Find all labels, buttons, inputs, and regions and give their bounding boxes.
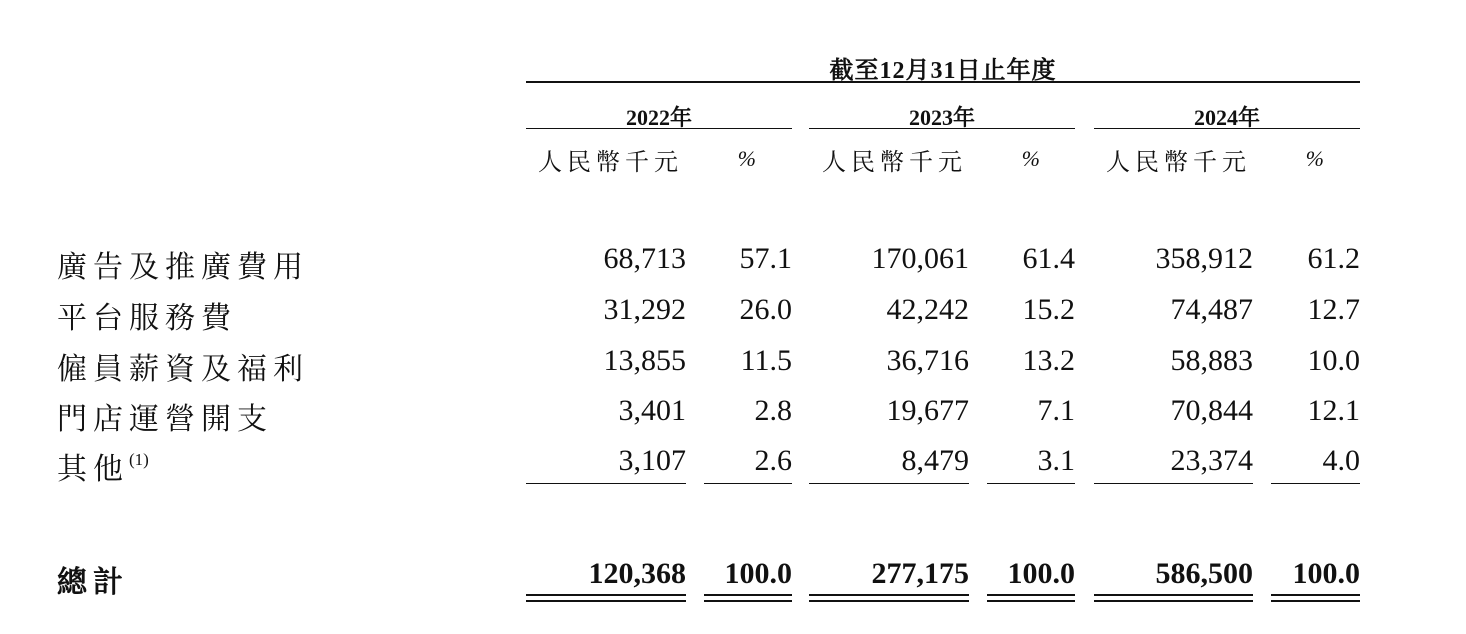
- cell-others-2022-percent: 2.6: [754, 444, 792, 477]
- total-double-rule-2022-amount: [526, 594, 686, 602]
- cell-total-2024-percent: 100.0: [1292, 557, 1360, 590]
- cell-advertising-2023-amount: 170,061: [871, 242, 969, 275]
- total-double-rule-2023-percent: [987, 594, 1075, 602]
- unit-label-2023: 人民幣千元: [822, 150, 967, 176]
- cell-store-operations-2023-percent: 7.1: [1037, 394, 1075, 427]
- cell-advertising-2023-percent: 61.4: [1022, 242, 1075, 275]
- cell-store-operations-2024-amount: 70,844: [1170, 394, 1253, 427]
- percent-label-2022: %: [737, 146, 756, 171]
- cell-others-2023-amount: 8,479: [901, 444, 969, 477]
- row-label-platform-fees: 平台服務費: [57, 302, 237, 335]
- cell-staff-costs-2023-amount: 36,716: [886, 344, 969, 377]
- cell-others-2023-percent: 3.1: [1037, 444, 1075, 477]
- cell-store-operations-2022-amount: 3,401: [618, 394, 686, 427]
- subtotal-rule-2022-amount: [526, 483, 686, 484]
- cell-total-2022-amount: 120,368: [588, 557, 686, 590]
- cell-others-2022-amount: 3,107: [618, 444, 686, 477]
- cell-advertising-2022-percent: 57.1: [739, 242, 792, 275]
- cell-advertising-2024-amount: 358,912: [1155, 242, 1253, 275]
- cell-staff-costs-2023-percent: 13.2: [1022, 344, 1075, 377]
- year-rule-2023: [809, 128, 1075, 129]
- unit-label-2024: 人民幣千元: [1106, 150, 1251, 176]
- cell-platform-fees-2024-amount: 74,487: [1170, 293, 1253, 326]
- cell-platform-fees-2023-amount: 42,242: [886, 293, 969, 326]
- row-label-others: [57, 444, 149, 488]
- total-double-rule-2024-percent: [1271, 594, 1360, 602]
- year-rule-2024: [1094, 128, 1360, 129]
- cell-staff-costs-2024-percent: 10.0: [1307, 344, 1360, 377]
- cell-store-operations-2024-percent: 12.1: [1307, 394, 1360, 427]
- subtotal-rule-2024-percent: [1271, 483, 1360, 484]
- footnote-marker: (1): [129, 450, 149, 469]
- cell-platform-fees-2023-percent: 15.2: [1022, 293, 1075, 326]
- subtotal-rule-2024-amount: [1094, 483, 1253, 484]
- percent-label-2024: %: [1305, 146, 1324, 171]
- cell-store-operations-2023-amount: 19,677: [886, 394, 969, 427]
- others-label-text: 其他: [57, 453, 129, 486]
- cell-platform-fees-2022-amount: 31,292: [603, 293, 686, 326]
- year-2022: 2022年: [625, 105, 692, 130]
- cell-total-2022-percent: 100.0: [724, 557, 792, 590]
- cell-advertising-2022-amount: 68,713: [603, 242, 686, 275]
- percent-label-2023: %: [1021, 146, 1040, 171]
- cell-advertising-2024-percent: 61.2: [1307, 242, 1360, 275]
- subtotal-rule-2023-amount: [809, 483, 969, 484]
- cell-staff-costs-2022-percent: 11.5: [740, 344, 792, 377]
- row-label-total: 總計: [57, 566, 129, 599]
- year-rule-2022: [526, 128, 792, 129]
- cell-others-2024-amount: 23,374: [1170, 444, 1253, 477]
- cell-total-2023-percent: 100.0: [1007, 557, 1075, 590]
- cell-platform-fees-2022-percent: 26.0: [739, 293, 792, 326]
- cell-total-2024-amount: 586,500: [1155, 557, 1253, 590]
- cell-total-2023-amount: 277,175: [871, 557, 969, 590]
- unit-label-2022: 人民幣千元: [538, 150, 683, 176]
- cell-platform-fees-2024-percent: 12.7: [1307, 293, 1360, 326]
- year-2024: 2024年: [1193, 105, 1260, 130]
- year-2023: 2023年: [908, 105, 975, 130]
- row-label-store-operations: 門店運營開支: [57, 403, 273, 436]
- total-double-rule-2022-percent: [704, 594, 792, 602]
- cell-staff-costs-2022-amount: 13,855: [603, 344, 686, 377]
- subtotal-rule-2022-percent: [704, 483, 792, 484]
- row-label-advertising: 廣告及推廣費用: [57, 251, 309, 284]
- period-rule: [526, 81, 1360, 83]
- period-header: 截至12月31日止年度: [829, 58, 1057, 84]
- cell-staff-costs-2024-amount: 58,883: [1170, 344, 1253, 377]
- total-double-rule-2023-amount: [809, 594, 969, 602]
- row-label-staff-costs: 僱員薪資及福利: [57, 353, 309, 386]
- cell-store-operations-2022-percent: 2.8: [754, 394, 792, 427]
- total-double-rule-2024-amount: [1094, 594, 1253, 602]
- subtotal-rule-2023-percent: [987, 483, 1075, 484]
- cell-others-2024-percent: 4.0: [1322, 444, 1360, 477]
